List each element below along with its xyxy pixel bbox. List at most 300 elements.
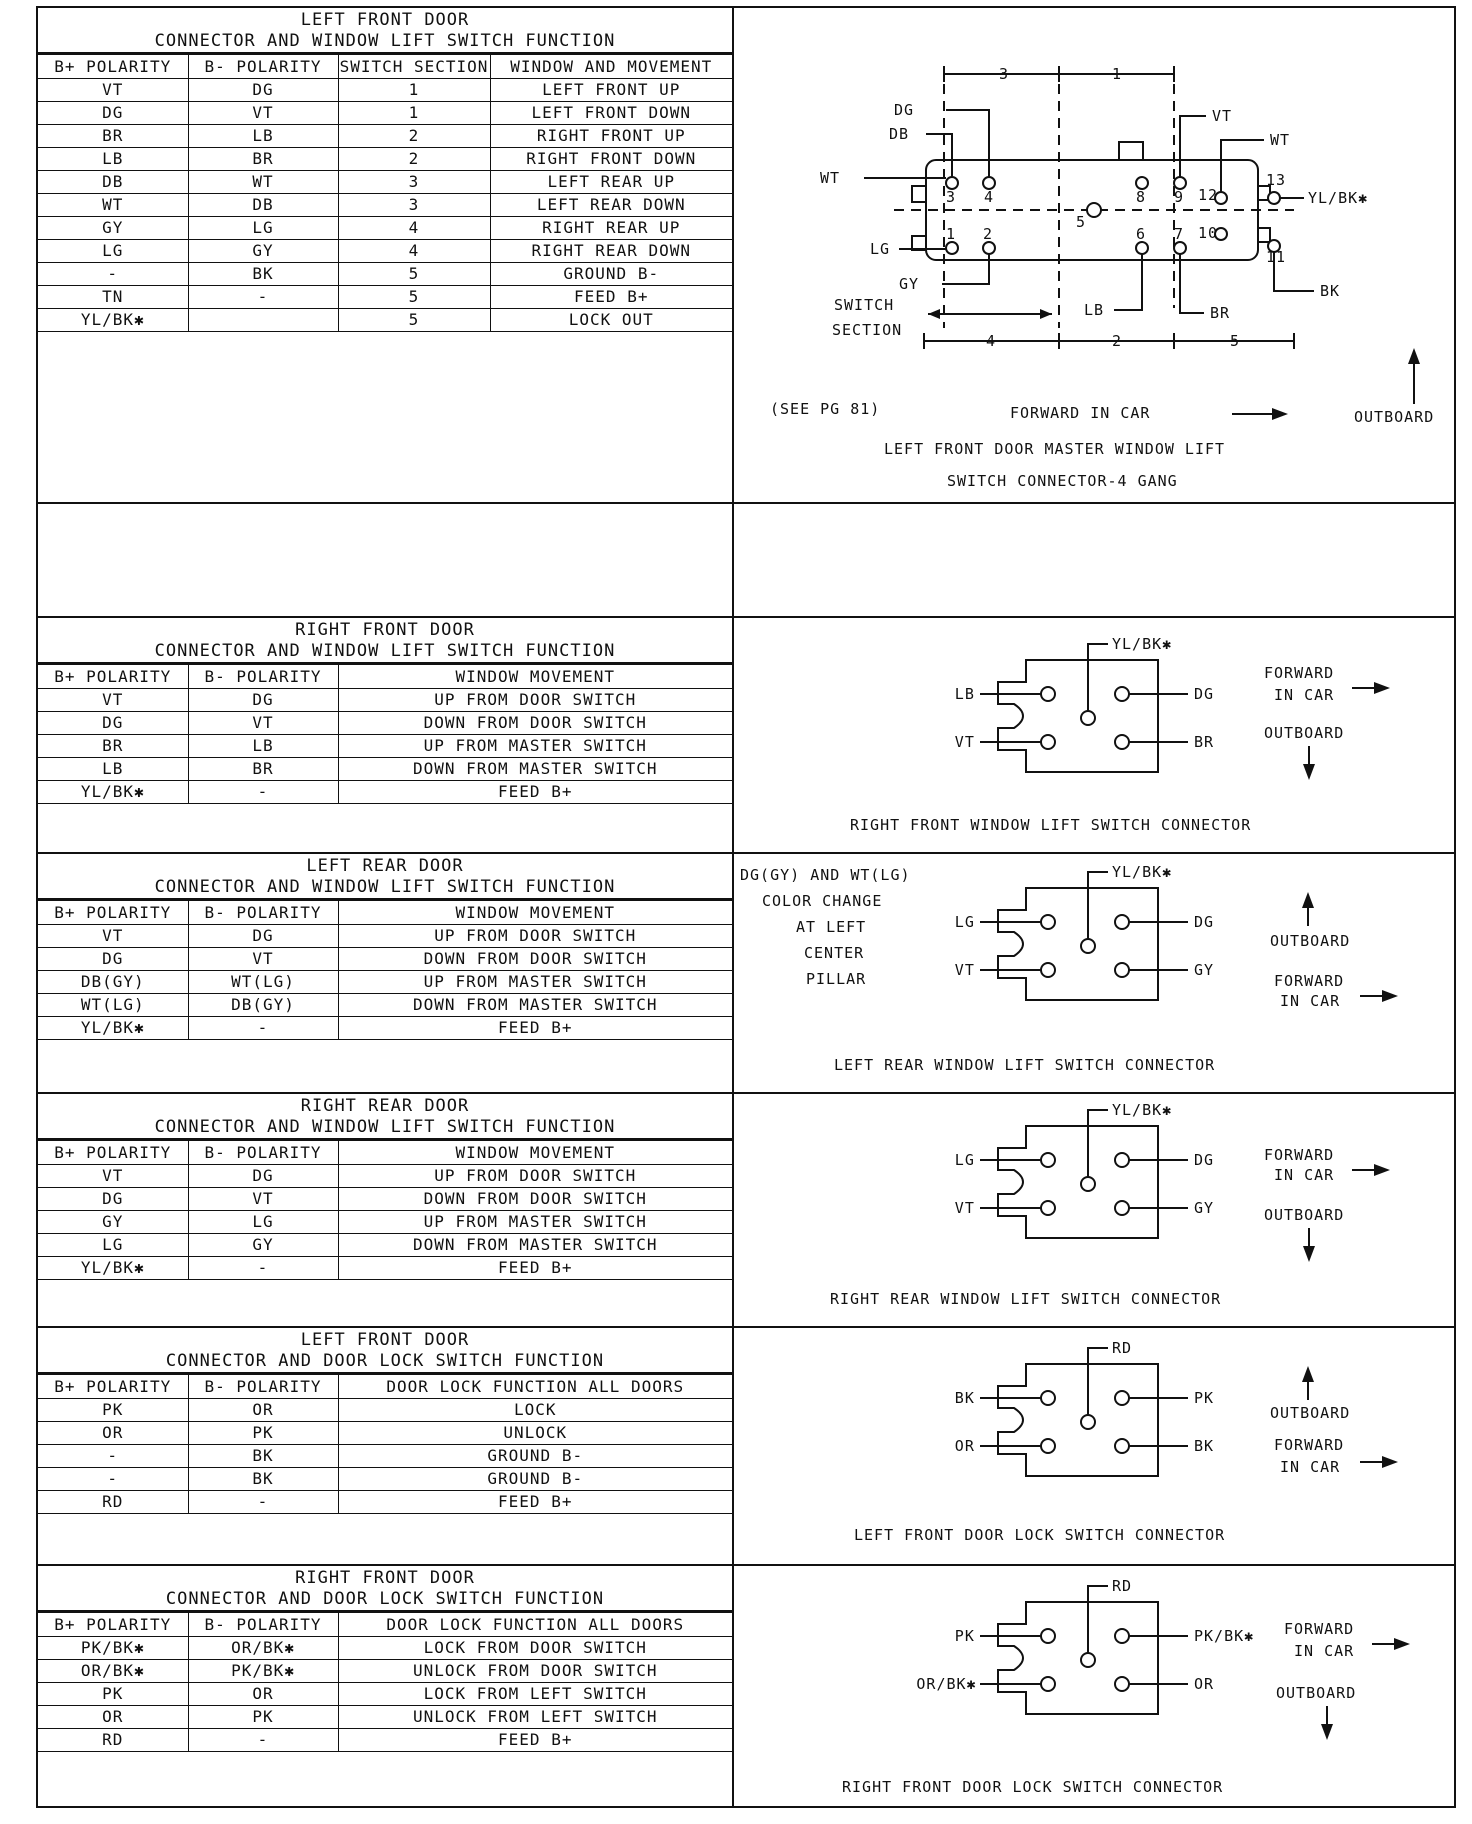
col-header: B+ POLARITY bbox=[38, 55, 188, 79]
table-title: LEFT REAR DOOR CONNECTOR AND WINDOW LIFT SWITCH FUNCTION bbox=[38, 854, 732, 900]
table-row bbox=[38, 148, 732, 171]
pin-upper-left bbox=[1041, 1153, 1055, 1167]
wire-label-ylbk: YL/BK✱ bbox=[1308, 189, 1369, 207]
table-title: RIGHT REAR DOOR CONNECTOR AND WINDOW LIFT SWITCH FUNCTION bbox=[38, 1094, 732, 1140]
table-cell: 4 bbox=[338, 240, 490, 263]
table-row bbox=[38, 925, 732, 948]
table-cell: UP FROM MASTER SWITCH bbox=[338, 735, 732, 758]
table-cell: UNLOCK FROM DOOR SWITCH bbox=[338, 1660, 732, 1683]
col-header: WINDOW MOVEMENT bbox=[338, 901, 732, 925]
table-row bbox=[38, 1660, 732, 1683]
svg-text:SECTION: SECTION bbox=[832, 321, 903, 339]
table-row bbox=[38, 1637, 732, 1660]
arrow-head bbox=[1394, 1638, 1410, 1650]
table-cell: LOCK bbox=[338, 1399, 732, 1422]
table-row bbox=[38, 1257, 732, 1280]
section-right-front-door-lock bbox=[36, 1564, 1456, 1808]
forward-label: FORWARD bbox=[1274, 972, 1345, 990]
col-header: B- POLARITY bbox=[188, 1613, 338, 1637]
table-cell: YL/BK✱ bbox=[38, 309, 188, 332]
right-rear-window-table bbox=[38, 1140, 732, 1280]
section-left-rear-door-window bbox=[36, 852, 1456, 1094]
section-left-front-door-lock bbox=[36, 1326, 1456, 1566]
right-front-window-table bbox=[38, 664, 732, 804]
table-cell: DG bbox=[188, 689, 338, 712]
table-cell: PK bbox=[38, 1683, 188, 1706]
wire-label-br: BR bbox=[1210, 304, 1231, 322]
table-row bbox=[38, 171, 732, 194]
table-body bbox=[38, 79, 732, 332]
wire-label-lb: LB bbox=[1084, 301, 1105, 319]
wire-label-ur: PK/BK✱ bbox=[1194, 1627, 1255, 1645]
wire-label-ul: LG bbox=[954, 1151, 975, 1169]
svg-text:SWITCH CONNECTOR-4 GANG: SWITCH CONNECTOR-4 GANG bbox=[947, 472, 1178, 490]
forward-label: FORWARD bbox=[1284, 1620, 1355, 1638]
table-row bbox=[38, 1234, 732, 1257]
color-change-note: PILLAR bbox=[806, 970, 867, 988]
col-header: B- POLARITY bbox=[188, 1375, 338, 1399]
arrow-head bbox=[1321, 1724, 1333, 1740]
col-header: WINDOW MOVEMENT bbox=[338, 665, 732, 689]
table-row bbox=[38, 263, 732, 286]
table-cell: 5 bbox=[338, 263, 490, 286]
col-header: B+ POLARITY bbox=[38, 665, 188, 689]
pin-lower-right bbox=[1115, 735, 1129, 749]
in-car-label: IN CAR bbox=[1274, 686, 1335, 704]
diagram-caption: RIGHT FRONT WINDOW LIFT SWITCH CONNECTOR bbox=[850, 816, 1252, 834]
connector-body bbox=[998, 660, 1158, 772]
table-row bbox=[38, 735, 732, 758]
col-header: B- POLARITY bbox=[188, 665, 338, 689]
table-cell: VT bbox=[188, 1188, 338, 1211]
col-header: B- POLARITY bbox=[188, 1141, 338, 1165]
table-cell: GY bbox=[188, 1234, 338, 1257]
table-cell: OR bbox=[38, 1706, 188, 1729]
table-cell: VT bbox=[38, 689, 188, 712]
outboard-label: OUTBOARD bbox=[1270, 1404, 1351, 1422]
svg-text:5: 5 bbox=[1076, 213, 1087, 231]
col-header: B+ POLARITY bbox=[38, 1613, 188, 1637]
arrow-head bbox=[1382, 1456, 1398, 1468]
table-cell: LG bbox=[188, 217, 338, 240]
table-cell: - bbox=[188, 781, 338, 804]
svg-text:12: 12 bbox=[1198, 186, 1219, 204]
table-cell: DOWN FROM MASTER SWITCH bbox=[338, 994, 732, 1017]
table-cell: LEFT REAR DOWN bbox=[490, 194, 732, 217]
wire-label-ll: VT bbox=[954, 961, 975, 979]
table-cell: PK/BK✱ bbox=[38, 1637, 188, 1660]
dim-label-1: 1 bbox=[1112, 65, 1123, 83]
table-cell: UNLOCK FROM LEFT SWITCH bbox=[338, 1706, 732, 1729]
table-cell: DG bbox=[188, 1165, 338, 1188]
table-row bbox=[38, 971, 732, 994]
table-cell: LOCK FROM LEFT SWITCH bbox=[338, 1683, 732, 1706]
table-cell: DG bbox=[38, 102, 188, 125]
left-rear-window-connector-diagram bbox=[734, 854, 1454, 1092]
see-page-note: (SEE PG 81) bbox=[770, 400, 881, 418]
arrow-head bbox=[1374, 1164, 1390, 1176]
pin-lower-left bbox=[1041, 1439, 1055, 1453]
color-change-note: COLOR CHANGE bbox=[762, 892, 883, 910]
forward-in-car-label: FORWARD IN CAR bbox=[1010, 404, 1151, 422]
table-row bbox=[38, 217, 732, 240]
forward-label: FORWARD bbox=[1274, 1436, 1345, 1454]
table-cell: VT bbox=[38, 79, 188, 102]
pin-center bbox=[1081, 1177, 1095, 1191]
outboard-label: OUTBOARD bbox=[1276, 1684, 1357, 1702]
wire-label-gy: GY bbox=[899, 275, 920, 293]
pin-upper-left bbox=[1041, 915, 1055, 929]
table-row bbox=[38, 758, 732, 781]
table-row bbox=[38, 712, 732, 735]
table-cell: 1 bbox=[338, 102, 490, 125]
pin-center bbox=[1081, 939, 1095, 953]
color-change-note: DG(GY) AND WT(LG) bbox=[740, 866, 911, 884]
col-header: B- POLARITY bbox=[188, 901, 338, 925]
table-cell: 3 bbox=[338, 171, 490, 194]
table-cell: VT bbox=[188, 102, 338, 125]
wire-label-ur: DG bbox=[1194, 1151, 1215, 1169]
wire-label-ll: OR/BK✱ bbox=[916, 1675, 977, 1693]
table-cell: UP FROM MASTER SWITCH bbox=[338, 1211, 732, 1234]
table-cell: - bbox=[188, 1257, 338, 1280]
table-cell: - bbox=[38, 263, 188, 286]
connector-body bbox=[998, 1126, 1158, 1238]
wire-label-lr: GY bbox=[1194, 961, 1215, 979]
table-row bbox=[38, 240, 732, 263]
pin-upper-right bbox=[1115, 1391, 1129, 1405]
pin-6 bbox=[1136, 242, 1148, 254]
right-front-lock-table bbox=[38, 1612, 732, 1752]
table-row bbox=[38, 1017, 732, 1040]
wire-label-lr: OR bbox=[1194, 1675, 1215, 1693]
table-cell: LG bbox=[38, 1234, 188, 1257]
table-cell: DOWN FROM DOOR SWITCH bbox=[338, 1188, 732, 1211]
arrow-head bbox=[1303, 1246, 1315, 1262]
table-row bbox=[38, 1729, 732, 1752]
table-cell: LOCK FROM DOOR SWITCH bbox=[338, 1637, 732, 1660]
table-cell: GY bbox=[38, 217, 188, 240]
table-row bbox=[38, 1399, 732, 1422]
section-left-front-door-window bbox=[36, 6, 1456, 504]
table-cell: BR bbox=[38, 125, 188, 148]
table-cell: PK bbox=[188, 1706, 338, 1729]
svg-text:9: 9 bbox=[1174, 188, 1185, 206]
wire-label-ul: BK bbox=[954, 1389, 975, 1407]
table-cell: GROUND B- bbox=[490, 263, 732, 286]
col-header: B+ POLARITY bbox=[38, 1141, 188, 1165]
table-cell: DG bbox=[38, 1188, 188, 1211]
diagram-caption: LEFT FRONT DOOR LOCK SWITCH CONNECTOR bbox=[854, 1526, 1226, 1544]
table-cell: - bbox=[38, 1445, 188, 1468]
col-header: SWITCH SECTION bbox=[338, 55, 490, 79]
wire-label-ul: LG bbox=[954, 913, 975, 931]
table-cell: - bbox=[188, 1729, 338, 1752]
table-cell: UP FROM MASTER SWITCH bbox=[338, 971, 732, 994]
blank-section bbox=[36, 502, 1456, 618]
wire-label-top: YL/BK✱ bbox=[1112, 863, 1173, 881]
dim-label-4: 4 bbox=[986, 332, 997, 350]
table-cell: PK bbox=[38, 1399, 188, 1422]
left-front-window-table bbox=[38, 54, 732, 332]
table-row bbox=[38, 1706, 732, 1729]
table-row bbox=[38, 1445, 732, 1468]
table-cell: DB bbox=[38, 171, 188, 194]
table-cell: OR bbox=[188, 1683, 338, 1706]
section-right-front-door-window bbox=[36, 616, 1456, 854]
diagram-caption: RIGHT FRONT DOOR LOCK SWITCH CONNECTOR bbox=[842, 1778, 1224, 1796]
table-cell: OR/BK✱ bbox=[38, 1660, 188, 1683]
table-cell: - bbox=[188, 286, 338, 309]
connector-latch bbox=[1119, 142, 1143, 160]
table-cell: LEFT FRONT UP bbox=[490, 79, 732, 102]
table-title: LEFT FRONT DOOR CONNECTOR AND WINDOW LIFT SWITCH FUNCTION bbox=[38, 8, 732, 54]
lead-top bbox=[1088, 1586, 1108, 1653]
left-rear-window-table bbox=[38, 900, 732, 1040]
table-cell: BR bbox=[188, 148, 338, 171]
table-cell: YL/BK✱ bbox=[38, 1257, 188, 1280]
table-row bbox=[38, 1422, 732, 1445]
table-cell: OR bbox=[38, 1422, 188, 1445]
table-cell: DOWN FROM MASTER SWITCH bbox=[338, 758, 732, 781]
col-header: B+ POLARITY bbox=[38, 1375, 188, 1399]
col-header: WINDOW MOVEMENT bbox=[338, 1141, 732, 1165]
table-row bbox=[38, 1211, 732, 1234]
pin-upper-right bbox=[1115, 687, 1129, 701]
diagram-caption: RIGHT REAR WINDOW LIFT SWITCH CONNECTOR bbox=[830, 1290, 1222, 1308]
table-row bbox=[38, 994, 732, 1017]
outboard-label: OUTBOARD bbox=[1354, 408, 1435, 426]
table-cell: DB(GY) bbox=[38, 971, 188, 994]
table-cell: LEFT REAR UP bbox=[490, 171, 732, 194]
lead-top bbox=[1088, 644, 1108, 711]
table-cell: FEED B+ bbox=[338, 1491, 732, 1514]
pin-center bbox=[1081, 711, 1095, 725]
table-cell: UNLOCK bbox=[338, 1422, 732, 1445]
col-header: DOOR LOCK FUNCTION ALL DOORS bbox=[338, 1375, 732, 1399]
table-body bbox=[38, 925, 732, 1040]
pin-lower-right bbox=[1115, 1439, 1129, 1453]
table-cell: UP FROM DOOR SWITCH bbox=[338, 689, 732, 712]
svg-text:7: 7 bbox=[1174, 225, 1185, 243]
pin-13 bbox=[1268, 192, 1280, 204]
pin-upper-left bbox=[1041, 1391, 1055, 1405]
table-cell: - bbox=[38, 1468, 188, 1491]
table-cell: PK bbox=[188, 1422, 338, 1445]
wire-label-db: DB bbox=[889, 125, 910, 143]
table-cell: DG bbox=[188, 925, 338, 948]
svg-text:10: 10 bbox=[1198, 224, 1219, 242]
wire-label-bk: BK bbox=[1320, 282, 1341, 300]
table-cell: LG bbox=[38, 240, 188, 263]
table-row bbox=[38, 1491, 732, 1514]
wire-label-ll: OR bbox=[954, 1437, 975, 1455]
pin-lower-left bbox=[1041, 1201, 1055, 1215]
wire-label-ll: VT bbox=[954, 1199, 975, 1217]
svg-text:6: 6 bbox=[1136, 225, 1147, 243]
table-cell: DG bbox=[38, 948, 188, 971]
wire-label-top: YL/BK✱ bbox=[1112, 1101, 1173, 1119]
table-cell: BR bbox=[188, 758, 338, 781]
left-front-window-table-panel bbox=[38, 8, 734, 502]
table-cell: DG bbox=[38, 712, 188, 735]
pin-center bbox=[1081, 1415, 1095, 1429]
outboard-label: OUTBOARD bbox=[1264, 724, 1345, 742]
table-cell: FEED B+ bbox=[338, 1257, 732, 1280]
table-cell: FEED B+ bbox=[338, 781, 732, 804]
table-cell: UP FROM DOOR SWITCH bbox=[338, 925, 732, 948]
wire-label-ul: PK bbox=[954, 1627, 975, 1645]
table-row bbox=[38, 125, 732, 148]
table-cell: - bbox=[188, 1017, 338, 1040]
arrow-head bbox=[1302, 1366, 1314, 1382]
switch-section-label: SWITCH bbox=[834, 296, 895, 314]
wire-label-vt: VT bbox=[1212, 107, 1233, 125]
wire-label-ur: PK bbox=[1194, 1389, 1215, 1407]
pin-upper-left bbox=[1041, 1629, 1055, 1643]
lead-top bbox=[1088, 872, 1108, 939]
wire-label-ur: DG bbox=[1194, 685, 1215, 703]
table-cell: RIGHT REAR UP bbox=[490, 217, 732, 240]
col-header: B+ POLARITY bbox=[38, 901, 188, 925]
arrow-head bbox=[1303, 764, 1315, 780]
table-cell: 4 bbox=[338, 217, 490, 240]
table-cell: LOCK OUT bbox=[490, 309, 732, 332]
lead-top bbox=[1088, 1110, 1108, 1177]
table-cell: LB bbox=[38, 148, 188, 171]
wire-label-lg: LG bbox=[870, 240, 891, 258]
table-cell: RIGHT FRONT DOWN bbox=[490, 148, 732, 171]
left-front-lock-table bbox=[38, 1374, 732, 1514]
table-cell: GY bbox=[38, 1211, 188, 1234]
table-body bbox=[38, 1637, 732, 1752]
table-cell: LEFT FRONT DOWN bbox=[490, 102, 732, 125]
pin-lower-left bbox=[1041, 963, 1055, 977]
forward-label: FORWARD bbox=[1264, 664, 1335, 682]
svg-text:4: 4 bbox=[984, 188, 995, 206]
table-cell: FEED B+ bbox=[338, 1017, 732, 1040]
svg-text:1: 1 bbox=[946, 225, 957, 243]
wire-label-lr: BK bbox=[1194, 1437, 1215, 1455]
pin-upper-left bbox=[1041, 687, 1055, 701]
table-row bbox=[38, 948, 732, 971]
pin-lower-right bbox=[1115, 1201, 1129, 1215]
table-cell: YL/BK✱ bbox=[38, 781, 188, 804]
master-switch-diagram-panel bbox=[734, 8, 1454, 502]
table-cell: FEED B+ bbox=[490, 286, 732, 309]
table-cell bbox=[188, 309, 338, 332]
table-cell: UP FROM DOOR SWITCH bbox=[338, 1165, 732, 1188]
arrow-head bbox=[1382, 990, 1398, 1002]
table-row bbox=[38, 1468, 732, 1491]
svg-text:2: 2 bbox=[983, 225, 994, 243]
table-cell: LG bbox=[188, 1211, 338, 1234]
wire-label-wt-left: WT bbox=[820, 169, 841, 187]
dim-label-5: 5 bbox=[1230, 332, 1241, 350]
table-row bbox=[38, 102, 732, 125]
connector-body bbox=[998, 1364, 1158, 1476]
pin-lower-left bbox=[1041, 735, 1055, 749]
table-cell: DOWN FROM MASTER SWITCH bbox=[338, 1234, 732, 1257]
table-cell: 3 bbox=[338, 194, 490, 217]
left-front-lock-connector-diagram bbox=[734, 1328, 1454, 1564]
table-cell: 1 bbox=[338, 79, 490, 102]
color-change-note: CENTER bbox=[804, 944, 865, 962]
table-cell: 2 bbox=[338, 148, 490, 171]
table-cell: 5 bbox=[338, 309, 490, 332]
table-cell: LB bbox=[188, 735, 338, 758]
table-cell: WT(LG) bbox=[38, 994, 188, 1017]
right-front-window-connector-diagram bbox=[734, 618, 1454, 852]
table-cell: LB bbox=[38, 758, 188, 781]
table-cell: DB(GY) bbox=[188, 994, 338, 1017]
table-cell: VT bbox=[188, 712, 338, 735]
table-row bbox=[38, 1188, 732, 1211]
table-cell: LB bbox=[188, 125, 338, 148]
col-header: DOOR LOCK FUNCTION ALL DOORS bbox=[338, 1613, 732, 1637]
table-row bbox=[38, 781, 732, 804]
table-row bbox=[38, 1165, 732, 1188]
pin-2 bbox=[983, 242, 995, 254]
table-row bbox=[38, 689, 732, 712]
col-header: B- POLARITY bbox=[188, 55, 338, 79]
pin-center bbox=[1081, 1653, 1095, 1667]
table-cell: OR/BK✱ bbox=[188, 1637, 338, 1660]
wire-label-ll: VT bbox=[954, 733, 975, 751]
table-cell: WT bbox=[188, 171, 338, 194]
table-title: LEFT FRONT DOOR CONNECTOR AND DOOR LOCK SWITCH FUNCTION bbox=[38, 1328, 732, 1374]
table-row bbox=[38, 286, 732, 309]
table-cell: DB bbox=[188, 194, 338, 217]
table-cell: RD bbox=[38, 1491, 188, 1514]
table-cell: RD bbox=[38, 1729, 188, 1752]
arrow-head bbox=[1302, 892, 1314, 908]
table-cell: - bbox=[188, 1491, 338, 1514]
table-row bbox=[38, 79, 732, 102]
table-cell: TN bbox=[38, 286, 188, 309]
pin-lower-left bbox=[1041, 1677, 1055, 1691]
table-cell: BK bbox=[188, 1445, 338, 1468]
wire-label-top: RD bbox=[1112, 1577, 1133, 1595]
pin-5 bbox=[1087, 203, 1101, 217]
outboard-label: OUTBOARD bbox=[1270, 932, 1351, 950]
table-cell: YL/BK✱ bbox=[38, 1017, 188, 1040]
wire-label-ul: LB bbox=[954, 685, 975, 703]
wire-label-ur: DG bbox=[1194, 913, 1215, 931]
table-cell: DOWN FROM DOOR SWITCH bbox=[338, 948, 732, 971]
table-cell: BR bbox=[38, 735, 188, 758]
pin-lower-right bbox=[1115, 1677, 1129, 1691]
dim-label-3: 3 bbox=[999, 65, 1010, 83]
table-title: RIGHT FRONT DOOR CONNECTOR AND WINDOW LIFT SWITCH FUNCTION bbox=[38, 618, 732, 664]
svg-text:8: 8 bbox=[1136, 188, 1147, 206]
pin-upper-right bbox=[1115, 1153, 1129, 1167]
table-cell: RIGHT FRONT UP bbox=[490, 125, 732, 148]
svg-text:3: 3 bbox=[946, 188, 957, 206]
table-cell: WT(LG) bbox=[188, 971, 338, 994]
svg-text:11: 11 bbox=[1266, 248, 1287, 266]
table-row bbox=[38, 309, 732, 332]
wire-label-wt-top: WT bbox=[1270, 131, 1291, 149]
in-car-label: IN CAR bbox=[1280, 992, 1341, 1010]
wire-label-top: RD bbox=[1112, 1339, 1133, 1357]
wire-label-lr: BR bbox=[1194, 733, 1215, 751]
table-row bbox=[38, 1683, 732, 1706]
table-cell: WT bbox=[38, 194, 188, 217]
table-cell: VT bbox=[188, 948, 338, 971]
wire-label-lr: GY bbox=[1194, 1199, 1215, 1217]
table-title: RIGHT FRONT DOOR CONNECTOR AND DOOR LOCK SWITCH FUNCTION bbox=[38, 1566, 732, 1612]
